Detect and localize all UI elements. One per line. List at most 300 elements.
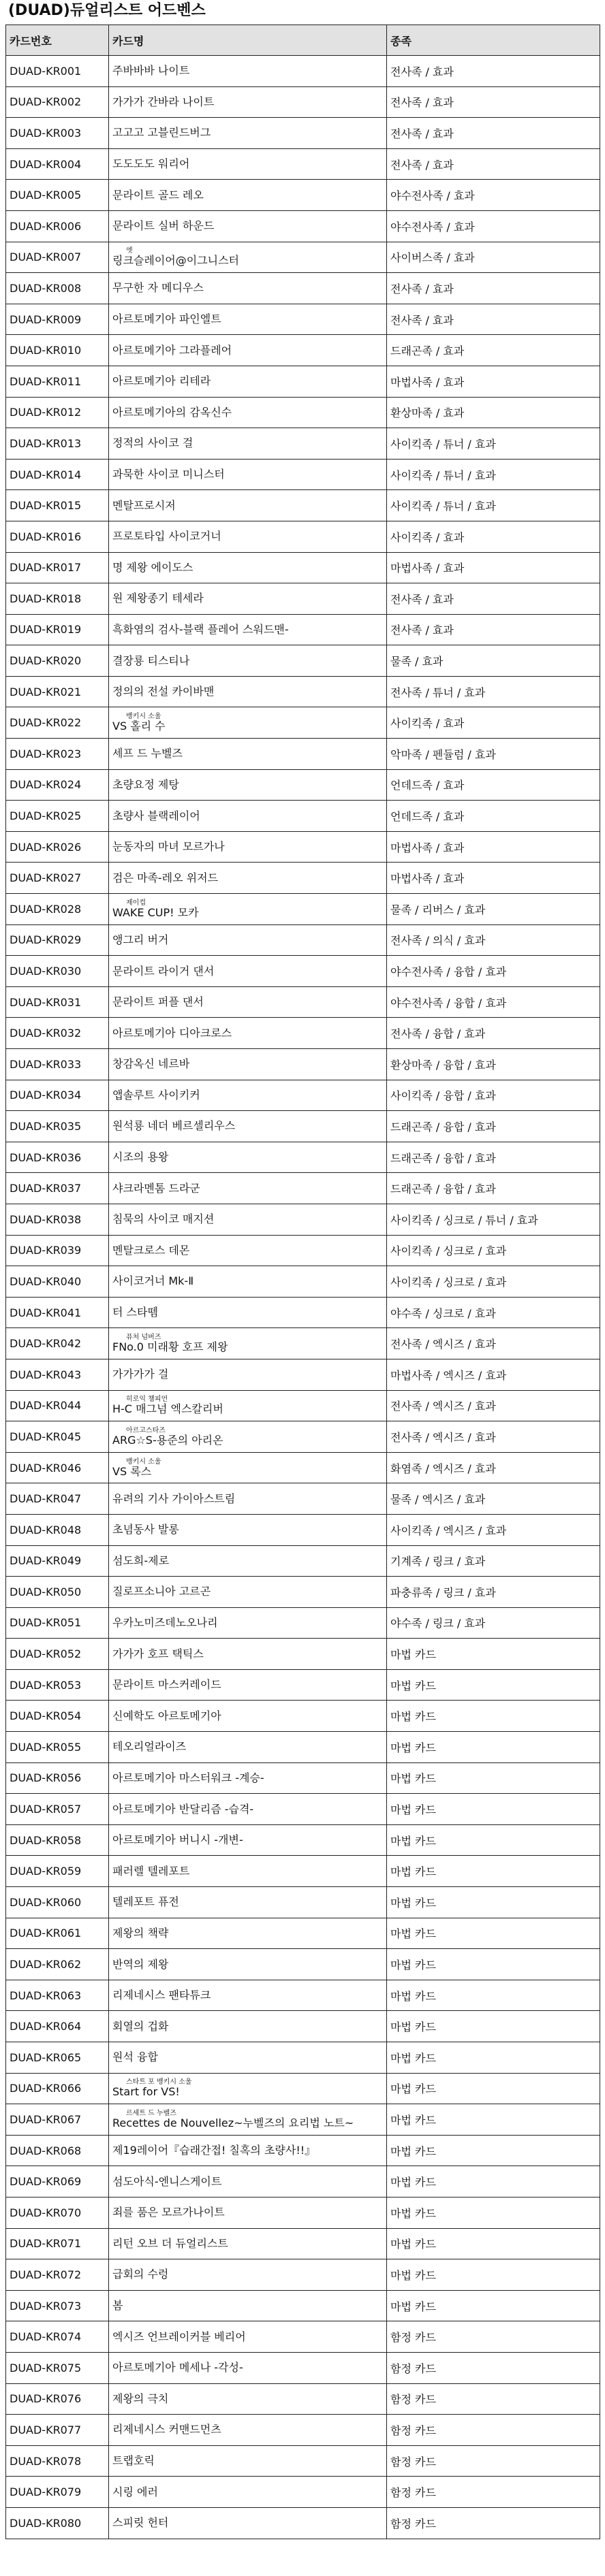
table-row	[6, 1949, 600, 1980]
card-name-text: 제왕의 책략	[112, 1926, 169, 1939]
card-number-cell: DUAD-KR022	[6, 707, 109, 739]
card-name-text: 죄를 품은 모르가나이트	[112, 2206, 225, 2219]
table-row	[6, 1824, 600, 1856]
card-type-cell: 마법 카드	[387, 2166, 600, 2197]
card-name-cell	[109, 1669, 387, 1701]
card-type-cell: 전사족 / 엑시즈 / 효과	[387, 1390, 600, 1421]
card-number-cell: DUAD-KR026	[6, 831, 109, 863]
card-name-cell	[109, 1049, 387, 1080]
table-row	[6, 242, 600, 273]
card-name-ruby: 아르고스타즈	[126, 1426, 166, 1434]
card-name-text: 샤크라멘톰 드라군	[112, 1181, 200, 1195]
table-row	[6, 1577, 600, 1608]
card-name-cell	[109, 1297, 387, 1328]
table-row	[6, 1701, 600, 1732]
card-type-cell: 환상마족 / 효과	[387, 397, 600, 428]
card-type-cell: 전사족 / 의식 / 효과	[387, 924, 600, 956]
table-row	[6, 739, 600, 770]
card-name-text: 사이코거너 Mk-Ⅱ	[112, 1274, 194, 1288]
card-type-cell: 마법사족 / 효과	[387, 552, 600, 583]
card-type-cell: 사이킥족 / 싱크로 / 튜너 / 효과	[387, 1204, 600, 1235]
card-name-ruby: 뱅키시 소울	[126, 1458, 161, 1466]
card-name-cell	[109, 1080, 387, 1111]
table-row	[6, 1607, 600, 1639]
card-number-cell: DUAD-KR006	[6, 210, 109, 242]
card-number-cell: DUAD-KR068	[6, 2135, 109, 2166]
card-name-cell	[109, 924, 387, 956]
table-row	[6, 769, 600, 801]
card-name-cell	[109, 1794, 387, 1825]
card-name-cell	[109, 2507, 387, 2539]
card-type-cell: 함정 카드	[387, 2352, 600, 2383]
card-number-cell: DUAD-KR046	[6, 1452, 109, 1483]
card-type-cell: 마법 카드	[387, 2135, 600, 2166]
card-name-cell	[109, 366, 387, 397]
card-type-cell: 야수족 / 링크 / 효과	[387, 1607, 600, 1639]
card-number-cell: DUAD-KR038	[6, 1204, 109, 1235]
card-number-cell: DUAD-KR005	[6, 180, 109, 211]
card-number-cell: DUAD-KR028	[6, 894, 109, 925]
table-row	[6, 831, 600, 863]
card-number-cell: DUAD-KR017	[6, 552, 109, 583]
card-type-cell: 사이킥족 / 효과	[387, 707, 600, 739]
table-row	[6, 1483, 600, 1515]
card-name-cell	[109, 1856, 387, 1887]
card-name-cell	[109, 2135, 387, 2166]
card-number-cell: DUAD-KR030	[6, 956, 109, 987]
card-type-cell: 야수전사족 / 효과	[387, 210, 600, 242]
card-type-cell: 함정 카드	[387, 2445, 600, 2477]
card-number-cell: DUAD-KR042	[6, 1328, 109, 1359]
card-name-text: 세프 드 누벨즈	[112, 747, 183, 760]
card-name-cell	[109, 521, 387, 552]
card-name-cell	[109, 1359, 387, 1390]
card-type-cell: 야수전사족 / 융합 / 효과	[387, 986, 600, 1018]
card-name-cell	[109, 2383, 387, 2415]
card-type-cell: 드래곤족 / 융합 / 효과	[387, 1142, 600, 1173]
card-name-cell	[109, 1266, 387, 1298]
card-name-cell	[109, 1204, 387, 1235]
card-number-cell: DUAD-KR021	[6, 676, 109, 707]
card-name-text: H-C 매그넘 엑스칼리버	[112, 1402, 223, 1416]
card-name-text: 아르토메기아 마스터워크 -계승-	[112, 1771, 264, 1784]
card-name-text: 스피릿 헌터	[112, 2516, 169, 2530]
card-name-cell	[109, 335, 387, 366]
table-row	[6, 924, 600, 956]
card-name-cell	[109, 56, 387, 87]
table-row	[6, 490, 600, 521]
card-type-cell: 화염족 / 엑시즈 / 효과	[387, 1452, 600, 1483]
header-card-number: 카드번호	[6, 25, 109, 56]
card-number-cell: DUAD-KR058	[6, 1824, 109, 1856]
table-row	[6, 2415, 600, 2446]
table-row	[6, 2197, 600, 2228]
card-number-cell: DUAD-KR066	[6, 2073, 109, 2104]
table-row	[6, 304, 600, 335]
card-name-cell	[109, 2415, 387, 2446]
table-row	[6, 56, 600, 87]
card-name-cell	[109, 1452, 387, 1483]
table-row	[6, 2011, 600, 2042]
table-row	[6, 2507, 600, 2539]
card-type-cell: 전사족 / 효과	[387, 583, 600, 615]
card-name-text: 테오리얼라이즈	[112, 1740, 187, 1754]
card-name-cell	[109, 428, 387, 460]
card-name-cell	[109, 1142, 387, 1173]
card-type-cell: 마법 카드	[387, 2104, 600, 2136]
card-name-text: 멘탈크로스 데몬	[112, 1243, 190, 1257]
card-name-text: 앵그리 버거	[112, 933, 169, 946]
card-number-cell: DUAD-KR008	[6, 273, 109, 304]
card-type-cell: 언데드족 / 효과	[387, 769, 600, 801]
card-number-cell: DUAD-KR001	[6, 56, 109, 87]
card-name-cell	[109, 210, 387, 242]
table-row	[6, 1421, 600, 1453]
card-name-cell	[109, 273, 387, 304]
table-row	[6, 1235, 600, 1266]
table-row	[6, 1173, 600, 1204]
card-name-text: 질로프소니아 고르곤	[112, 1585, 211, 1598]
card-type-cell: 전사족 / 융합 / 효과	[387, 1018, 600, 1049]
card-name-text: 시링 에러	[112, 2485, 158, 2498]
card-name-cell	[109, 397, 387, 428]
table-row	[6, 2352, 600, 2383]
card-number-cell: DUAD-KR076	[6, 2383, 109, 2415]
card-number-cell: DUAD-KR011	[6, 366, 109, 397]
card-type-cell: 전사족 / 엑시즈 / 효과	[387, 1328, 600, 1359]
card-name-text: 급회의 수렁	[112, 2268, 169, 2281]
card-name-cell	[109, 552, 387, 583]
table-row	[6, 1390, 600, 1421]
card-name-text: Recettes de Nouvellez~누벨즈의 요리법 노트~	[112, 2116, 354, 2129]
table-row	[6, 1980, 600, 2011]
card-number-cell: DUAD-KR059	[6, 1856, 109, 1887]
card-type-cell: 물족 / 엑시즈 / 효과	[387, 1483, 600, 1515]
table-row	[6, 2104, 600, 2136]
card-name-cell	[109, 242, 387, 273]
card-type-cell: 사이킥족 / 효과	[387, 521, 600, 552]
card-name-text: 문라이트 마스커레이드	[112, 1678, 221, 1692]
card-name-text: 주바바바 나이트	[112, 64, 190, 78]
card-number-cell: DUAD-KR078	[6, 2445, 109, 2477]
card-name-text: 제19레이어『습래간접! 칠혹의 초량사!!』	[112, 2144, 316, 2157]
card-name-cell	[109, 86, 387, 118]
card-name-cell	[109, 1577, 387, 1608]
card-number-cell: DUAD-KR044	[6, 1390, 109, 1421]
card-number-cell: DUAD-KR050	[6, 1577, 109, 1608]
card-type-cell: 전사족 / 효과	[387, 56, 600, 87]
card-name-text: 눈동자의 마녀 모르가나	[112, 840, 225, 854]
card-number-cell: DUAD-KR079	[6, 2477, 109, 2508]
card-type-cell: 마법 카드	[387, 2228, 600, 2259]
card-name-cell	[109, 1545, 387, 1577]
card-number-cell: DUAD-KR036	[6, 1142, 109, 1173]
card-name-text: 침묵의 사이코 매지션	[112, 1212, 215, 1226]
card-number-cell: DUAD-KR041	[6, 1297, 109, 1328]
card-name-cell	[109, 2259, 387, 2291]
card-name-text: 아르토메기아 메세나 -각성-	[112, 2361, 243, 2374]
card-number-cell: DUAD-KR033	[6, 1049, 109, 1080]
card-type-cell: 마법 카드	[387, 1887, 600, 1918]
card-name-ruby: 스타트 포 뱅키시 소울	[126, 2078, 192, 2087]
card-name-cell	[109, 1824, 387, 1856]
card-name-cell	[109, 1762, 387, 1794]
table-row	[6, 707, 600, 739]
card-type-cell: 전사족 / 효과	[387, 86, 600, 118]
table-row	[6, 273, 600, 304]
card-name-text: 초량요정 제탕	[112, 777, 179, 791]
card-name-text: 과묵한 사이코 미니스터	[112, 468, 225, 481]
card-name-text: 프로토타입 사이코거너	[112, 530, 221, 543]
card-name-text: 링크슬레이어@이그니스터	[112, 254, 240, 268]
card-name-cell	[109, 2445, 387, 2477]
table-row	[6, 428, 600, 460]
table-row	[6, 2383, 600, 2415]
card-name-text: 텔레포트 퓨전	[112, 1895, 179, 1909]
card-name-text: 가가가 호프 택틱스	[112, 1647, 204, 1660]
card-name-cell	[109, 2073, 387, 2104]
card-number-cell: DUAD-KR039	[6, 1235, 109, 1266]
card-number-cell: DUAD-KR063	[6, 1980, 109, 2011]
card-name-text: 리제네시스 커맨드먼츠	[112, 2423, 221, 2436]
card-number-cell: DUAD-KR043	[6, 1359, 109, 1390]
card-name-cell	[109, 2011, 387, 2042]
card-name-cell	[109, 2321, 387, 2353]
table-header-row	[6, 25, 600, 56]
card-type-cell: 사이버스족 / 효과	[387, 242, 600, 273]
card-type-cell: 드래곤족 / 융합 / 효과	[387, 1173, 600, 1204]
table-row	[6, 86, 600, 118]
card-type-cell: 마법 카드	[387, 1669, 600, 1701]
card-name-text: 고고고 고블린드버그	[112, 126, 211, 140]
table-row	[6, 1514, 600, 1545]
card-type-cell: 물족 / 리버스 / 효과	[387, 894, 600, 925]
card-type-cell: 마법 카드	[387, 2073, 600, 2104]
card-type-cell: 사이킥족 / 융합 / 효과	[387, 1080, 600, 1111]
table-row	[6, 986, 600, 1018]
card-type-cell: 마법 카드	[387, 1824, 600, 1856]
card-name-text: 우카노미즈데노오나리	[112, 1615, 218, 1629]
table-row	[6, 1887, 600, 1918]
card-type-cell: 악마족 / 펜듈럼 / 효과	[387, 739, 600, 770]
table-row	[6, 2259, 600, 2291]
card-number-cell: DUAD-KR070	[6, 2197, 109, 2228]
card-number-cell: DUAD-KR027	[6, 863, 109, 894]
table-row	[6, 2290, 600, 2321]
card-name-ruby: 엣	[126, 247, 133, 255]
card-type-cell: 전사족 / 엑시즈 / 효과	[387, 1421, 600, 1453]
card-number-cell: DUAD-KR057	[6, 1794, 109, 1825]
card-name-text: 트랩호릭	[112, 2454, 155, 2468]
card-name-text: 문라이트 라이거 댄서	[112, 964, 215, 978]
card-name-text: 리턴 오브 더 듀얼리스트	[112, 2236, 228, 2250]
card-number-cell: DUAD-KR024	[6, 769, 109, 801]
table-row	[6, 2321, 600, 2353]
card-name-cell	[109, 863, 387, 894]
card-type-cell: 드래곤족 / 융합 / 효과	[387, 1111, 600, 1142]
card-name-cell	[109, 1607, 387, 1639]
card-type-cell: 전사족 / 효과	[387, 118, 600, 149]
card-name-cell	[109, 1949, 387, 1980]
card-name-cell	[109, 2042, 387, 2074]
table-row	[6, 1266, 600, 1298]
card-name-cell	[109, 1701, 387, 1732]
card-type-cell: 마법 카드	[387, 2290, 600, 2321]
card-name-text: 문라이트 실버 하운드	[112, 219, 215, 233]
card-type-cell: 사이킥족 / 튜너 / 효과	[387, 428, 600, 460]
card-name-cell	[109, 831, 387, 863]
card-name-ruby: 퓨처 넘버즈	[126, 1334, 161, 1342]
card-type-cell: 물족 / 효과	[387, 645, 600, 677]
card-type-cell: 마법 카드	[387, 1701, 600, 1732]
card-name-text: 문라이트 골드 레오	[112, 188, 204, 202]
card-name-text: 결장룡 티스티나	[112, 654, 190, 667]
card-type-cell: 언데드족 / 효과	[387, 801, 600, 832]
table-row	[6, 1297, 600, 1328]
card-name-cell	[109, 1483, 387, 1515]
card-number-cell: DUAD-KR013	[6, 428, 109, 460]
card-type-cell: 마법 카드	[387, 2259, 600, 2291]
table-row	[6, 1732, 600, 1763]
table-row	[6, 1204, 600, 1235]
card-number-cell: DUAD-KR016	[6, 521, 109, 552]
card-name-text: 명 제왕 에이도스	[112, 560, 193, 574]
card-list-table	[5, 25, 600, 2539]
card-type-cell: 마법 카드	[387, 1918, 600, 1949]
card-name-text: 제왕의 극치	[112, 2392, 169, 2405]
card-type-cell: 마법사족 / 효과	[387, 831, 600, 863]
card-name-cell	[109, 801, 387, 832]
card-number-cell: DUAD-KR012	[6, 397, 109, 428]
card-name-cell	[109, 2104, 387, 2136]
card-name-cell	[109, 2477, 387, 2508]
table-row	[6, 645, 600, 677]
card-name-text: 검은 마족-레오 위저드	[112, 871, 219, 884]
card-name-text: 아르토메기아 반달리즘 -습격-	[112, 1802, 254, 1816]
card-name-ruby: 제이컵	[126, 899, 146, 907]
table-row	[6, 1856, 600, 1887]
table-row	[6, 180, 600, 211]
card-name-cell	[109, 1328, 387, 1359]
card-name-cell	[109, 118, 387, 149]
card-name-text: 정적의 사이코 걸	[112, 436, 193, 450]
card-name-cell	[109, 180, 387, 211]
card-name-cell	[109, 956, 387, 987]
card-number-cell: DUAD-KR032	[6, 1018, 109, 1049]
card-name-cell	[109, 304, 387, 335]
table-row	[6, 1080, 600, 1111]
card-name-cell	[109, 459, 387, 490]
card-name-cell	[109, 739, 387, 770]
card-name-text: FNo.0 미래황 호프 제왕	[112, 1340, 228, 1354]
card-type-cell: 마법 카드	[387, 2042, 600, 2074]
table-row	[6, 459, 600, 490]
card-type-cell: 환상마족 / 융합 / 효과	[387, 1049, 600, 1080]
card-number-cell: DUAD-KR061	[6, 1918, 109, 1949]
card-name-text: 터 스타뗌	[112, 1306, 158, 1319]
card-name-text: 아르토메기아 리테라	[112, 374, 211, 388]
card-type-cell: 마법 카드	[387, 2197, 600, 2228]
card-name-text: 아르토메기아 디아크로스	[112, 1026, 232, 1040]
table-row	[6, 1918, 600, 1949]
card-name-text: 신예학도 아르토메기아	[112, 1709, 221, 1722]
card-type-cell: 함정 카드	[387, 2477, 600, 2508]
table-row	[6, 1049, 600, 1080]
table-row	[6, 614, 600, 645]
card-type-cell: 파충류족 / 링크 / 효과	[387, 1577, 600, 1608]
card-name-text: 유려의 기사 가이아스트림	[112, 1492, 236, 1505]
card-name-text: 정의의 전설 카이바맨	[112, 685, 215, 698]
header-card-type: 종족	[387, 25, 600, 56]
card-name-cell	[109, 1390, 387, 1421]
card-number-cell: DUAD-KR023	[6, 739, 109, 770]
table-row	[6, 801, 600, 832]
card-name-cell	[109, 1018, 387, 1049]
card-name-text: 초념동사 발롱	[112, 1523, 179, 1536]
card-type-cell: 드래곤족 / 효과	[387, 335, 600, 366]
card-name-text: 초량사 블랙레이어	[112, 809, 200, 822]
card-name-ruby: 뱅키시 소울	[126, 713, 161, 721]
card-number-cell: DUAD-KR060	[6, 1887, 109, 1918]
card-number-cell: DUAD-KR018	[6, 583, 109, 615]
card-type-cell: 야수족 / 싱크로 / 효과	[387, 1297, 600, 1328]
card-number-cell: DUAD-KR002	[6, 86, 109, 118]
card-name-cell	[109, 490, 387, 521]
card-name-cell	[109, 614, 387, 645]
card-type-cell: 마법 카드	[387, 1980, 600, 2011]
card-name-ruby: 르세트 드 누벨즈	[126, 2109, 176, 2117]
card-name-cell	[109, 2290, 387, 2321]
card-type-cell: 마법 카드	[387, 1856, 600, 1887]
card-type-cell: 마법 카드	[387, 1762, 600, 1794]
card-type-cell: 마법 카드	[387, 1732, 600, 1763]
card-number-cell: DUAD-KR065	[6, 2042, 109, 2074]
card-type-cell: 함정 카드	[387, 2415, 600, 2446]
card-name-cell	[109, 148, 387, 180]
card-name-text: 무구한 자 메디우스	[112, 281, 204, 295]
card-name-text: WAKE CUP! 모카	[112, 905, 199, 919]
card-name-cell	[109, 1421, 387, 1453]
card-name-text: 아르토메기아 버니시 -개변-	[112, 1833, 243, 1847]
card-number-cell: DUAD-KR040	[6, 1266, 109, 1298]
card-type-cell: 야수전사족 / 융합 / 효과	[387, 956, 600, 987]
card-number-cell: DUAD-KR073	[6, 2290, 109, 2321]
card-type-cell: 야수전사족 / 효과	[387, 180, 600, 211]
card-name-text: VS 홀리 수	[112, 720, 166, 733]
card-type-cell: 마법사족 / 엑시즈 / 효과	[387, 1359, 600, 1390]
card-name-cell	[109, 1111, 387, 1142]
card-name-text: ARG☆S-용준의 아리온	[112, 1433, 223, 1447]
card-number-cell: DUAD-KR010	[6, 335, 109, 366]
table-body	[6, 56, 600, 2539]
card-number-cell: DUAD-KR074	[6, 2321, 109, 2353]
card-number-cell: DUAD-KR004	[6, 148, 109, 180]
table-row	[6, 2073, 600, 2104]
table-row	[6, 1018, 600, 1049]
card-name-text: Start for VS!	[112, 2085, 180, 2099]
card-name-text: 섬도아식-엔니스게이트	[112, 2174, 222, 2188]
card-type-cell: 사이킥족 / 싱크로 / 효과	[387, 1266, 600, 1298]
table-row	[6, 2477, 600, 2508]
table-row	[6, 863, 600, 894]
table-row	[6, 1762, 600, 1794]
card-number-cell: DUAD-KR031	[6, 986, 109, 1018]
card-name-text: 원석룡 네더 베르셀리우스	[112, 1119, 236, 1133]
card-number-cell: DUAD-KR064	[6, 2011, 109, 2042]
card-name-cell	[109, 1732, 387, 1763]
card-name-cell	[109, 1173, 387, 1204]
card-number-cell: DUAD-KR080	[6, 2507, 109, 2539]
